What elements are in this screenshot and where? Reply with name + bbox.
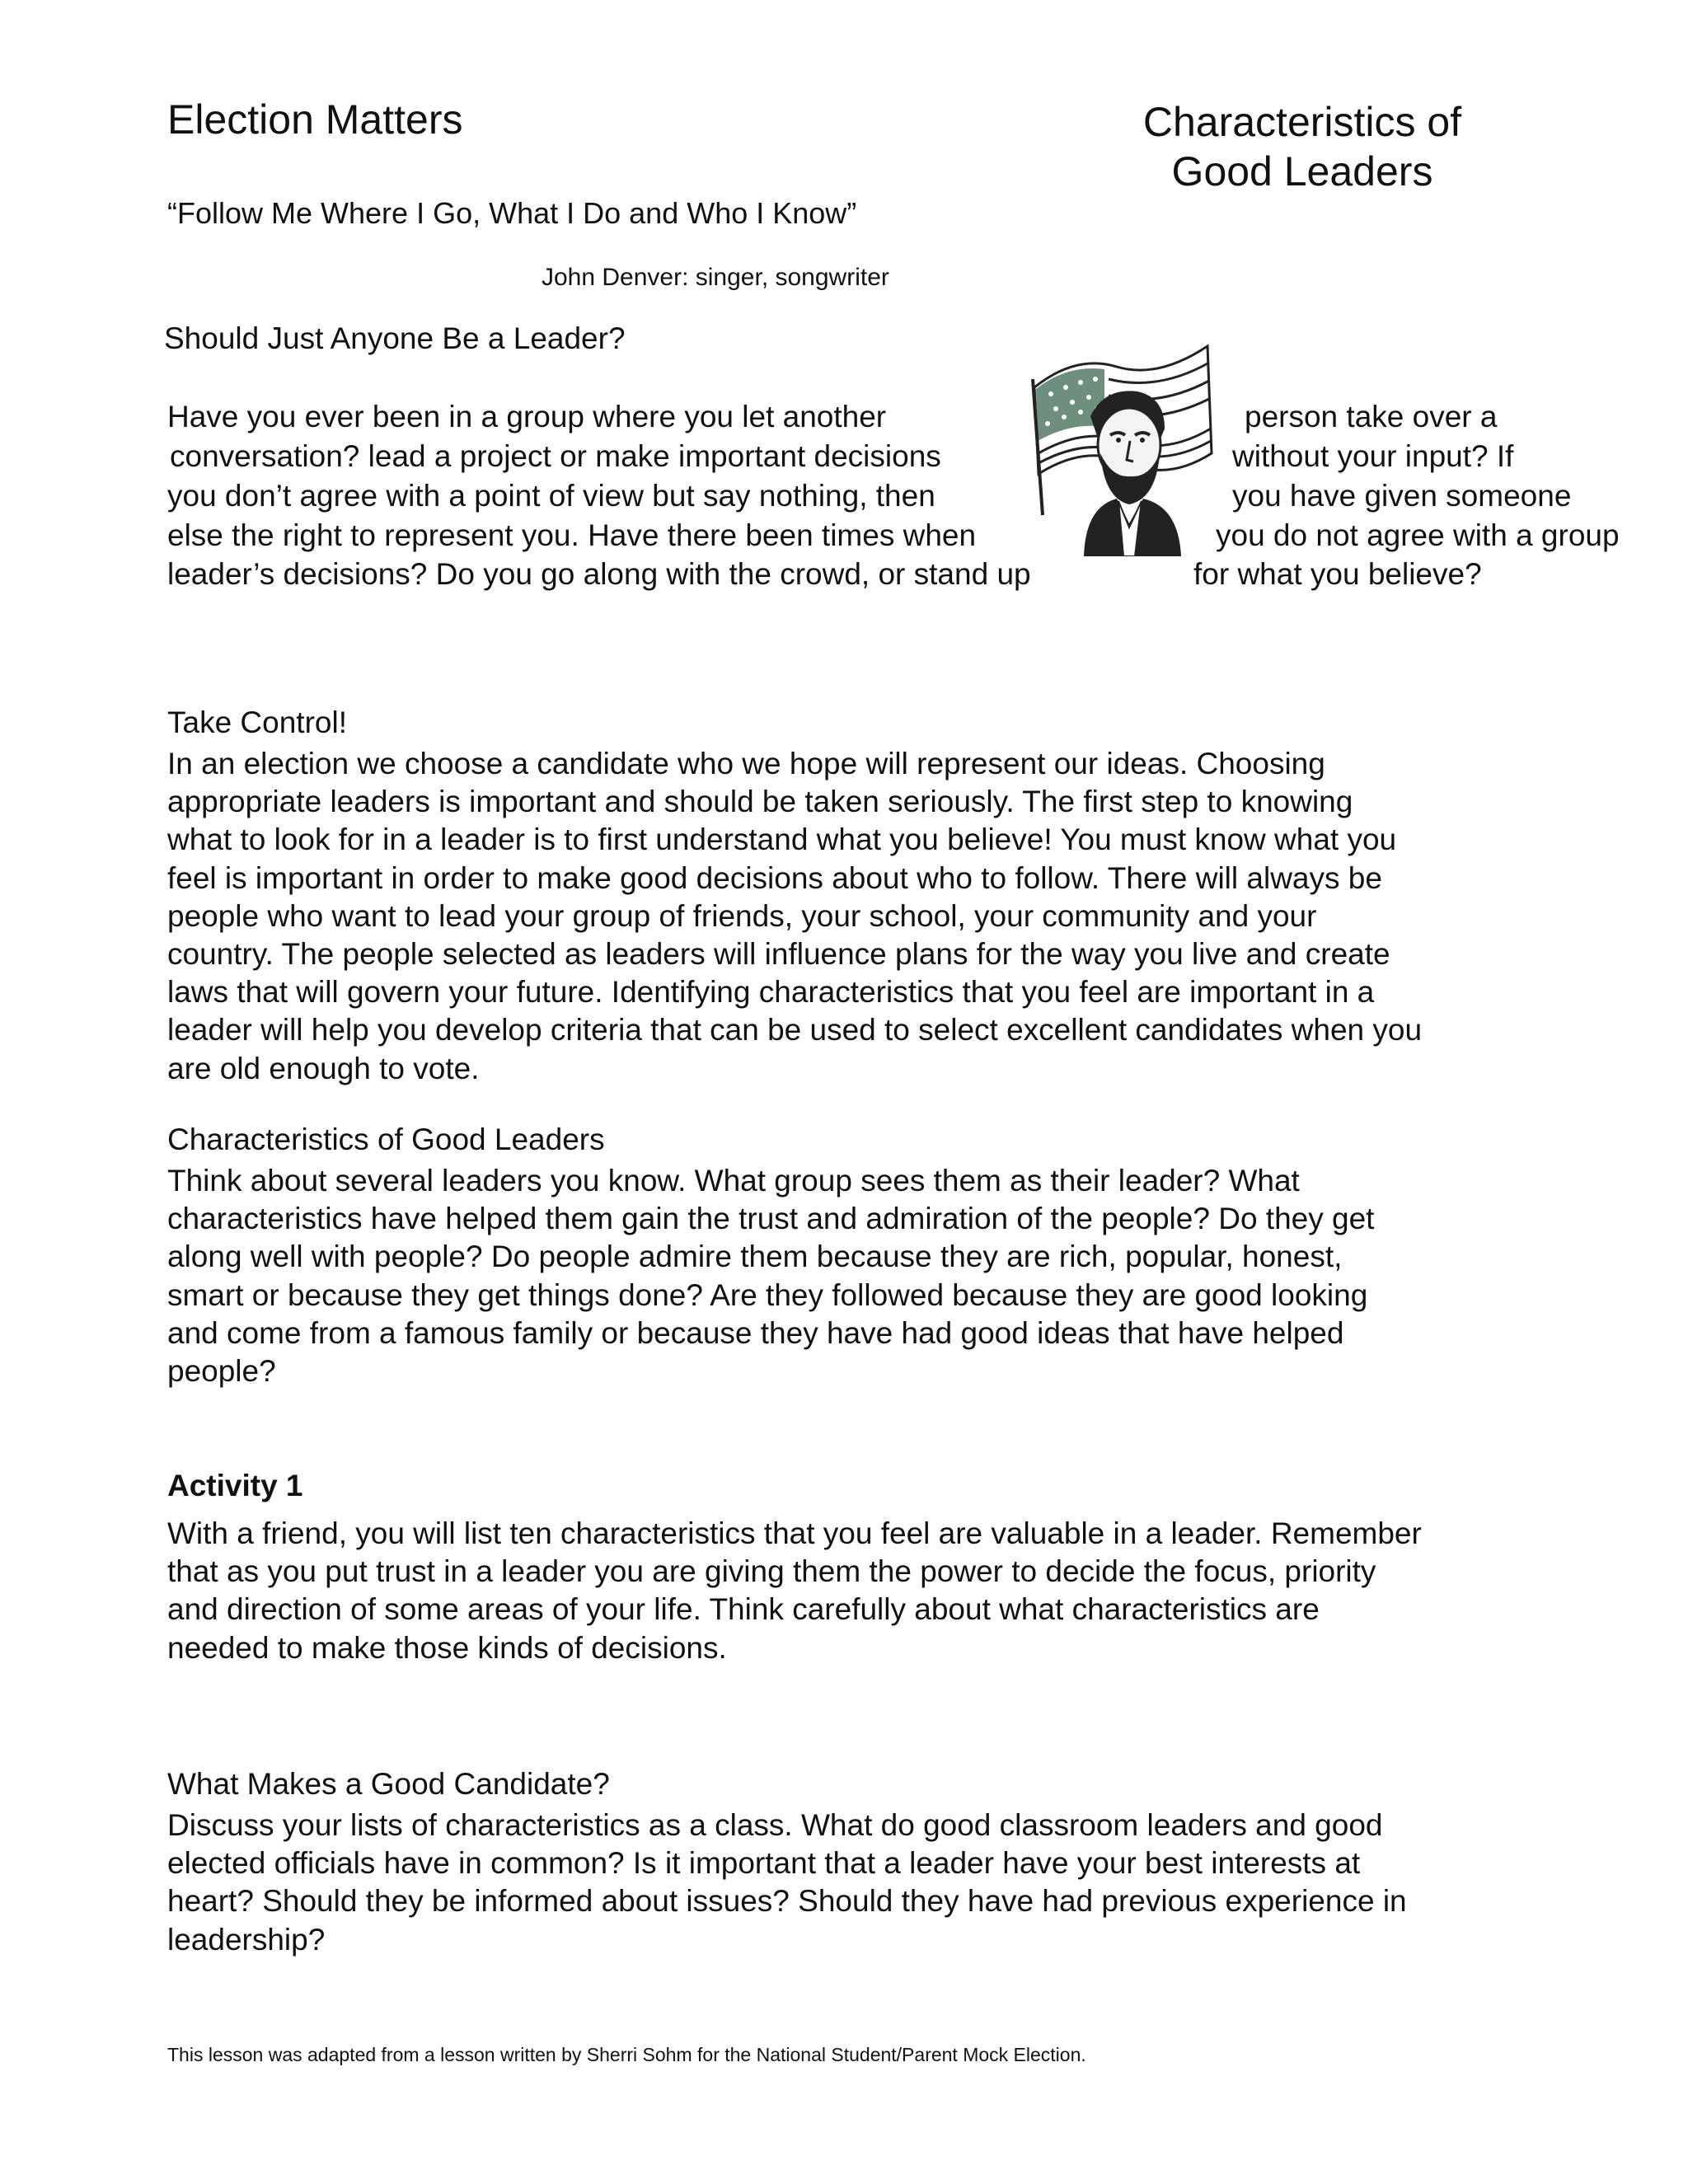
quote-text: “Follow Me Where I Go, What I Do and Who I Know” bbox=[167, 196, 857, 230]
paragraph-line: smart or because they get things done? Are they followed because they are good looking bbox=[167, 1277, 1368, 1312]
wrap-line-left: else the right to represent you. Have there been times when bbox=[167, 518, 977, 552]
wrap-line-left: leader’s decisions? Do you go along with the crowd, or stand up bbox=[167, 557, 1031, 591]
paragraph-line: that as you put trust in a leader you are giving them the power to decide the focus, priority bbox=[167, 1554, 1376, 1589]
paragraph-line: In an election we choose a candidate who we hope will represent our ideas. Choosing bbox=[167, 747, 1325, 780]
paragraph-line: are old enough to vote. bbox=[167, 1051, 480, 1085]
paragraph-line: Think about several leaders you know. What group sees them as their leader? What bbox=[167, 1164, 1300, 1197]
characteristics-paragraph bbox=[167, 1162, 1494, 1390]
wrap-line-left: you don’t agree with a point of view but say nothing, then bbox=[167, 479, 935, 513]
paragraph-line: appropriate leaders is important and should be taken seriously. The first step to knowing bbox=[167, 785, 1353, 819]
subtitle-line-2: Good Leaders bbox=[1171, 148, 1433, 194]
paragraph-line: leadership? bbox=[167, 1922, 326, 1957]
take-control-paragraph bbox=[167, 745, 1503, 1088]
wrap-line-left: Have you ever been in a group where you let another bbox=[167, 400, 887, 434]
paragraph-line: needed to make those kinds of decisions. bbox=[167, 1630, 727, 1665]
paragraph-line: and come from a famous family or because they have had good ideas that have helped bbox=[167, 1315, 1344, 1350]
paragraph-line: characteristics have helped them gain the trust and admiration of the people? Do they get bbox=[167, 1202, 1375, 1236]
paragraph-line: leader will help you develop criteria that can be used to select excellent candidates when you bbox=[167, 1013, 1423, 1047]
paragraph-line: country. The people selected as leaders will influence plans for the way you live and create bbox=[167, 937, 1390, 972]
paragraph-line: feel is important in order to make good decisions about who to follow. There will always be bbox=[167, 860, 1382, 895]
subtitle-line-1: Characteristics of bbox=[1142, 99, 1462, 145]
wrap-line-right: without your input? If bbox=[1232, 439, 1514, 473]
section-heading-candidate: What Makes a Good Candidate? bbox=[167, 1767, 610, 1801]
paragraph-line: people? bbox=[167, 1354, 276, 1389]
paragraph-line: elected officials have in common? Is it important that a leader have your best interests at bbox=[167, 1846, 1361, 1881]
lincoln-flag-illustration-icon bbox=[1026, 330, 1216, 556]
paragraph-line: what to look for in a leader is to first understand what you believe! You must know what you bbox=[167, 823, 1397, 857]
paragraph-line: along well with people? Do people admire them because they are rich, popular, honest, bbox=[167, 1240, 1343, 1274]
paragraph-line: laws that will govern your future. Identifying characteristics that you feel are important in a bbox=[167, 975, 1375, 1010]
paragraph-line: With a friend, you will list ten characteristics that you feel are valuable in a leader. Remember bbox=[167, 1516, 1422, 1550]
wrap-line-right: for what you believe? bbox=[1193, 557, 1482, 591]
paragraph-line: heart? Should they be informed about issues? Should they have had previous experience in bbox=[167, 1884, 1407, 1919]
page-title: Election Matters bbox=[167, 96, 463, 143]
wrap-line-left: conversation? lead a project or make important decisions bbox=[170, 439, 941, 473]
section-heading-take-control: Take Control! bbox=[167, 705, 347, 739]
wrap-line-right: you do not agree with a group bbox=[1216, 518, 1620, 552]
activity-paragraph bbox=[167, 1515, 1507, 1667]
paragraph-line: Discuss your lists of characteristics as a class. What do good classroom leaders and good bbox=[167, 1808, 1383, 1842]
paragraph-line: and direction of some areas of your life. Think carefully about what characteristics are bbox=[167, 1592, 1320, 1627]
quote-attribution: John Denver: singer, songwriter bbox=[542, 264, 889, 291]
section-heading-should: Should Just Anyone Be a Leader? bbox=[164, 321, 626, 355]
section-heading-activity: Activity 1 bbox=[167, 1469, 303, 1502]
footer-credit: This lesson was adapted from a lesson written by Sherri Sohm for the National Student/Parent Mock Election. bbox=[167, 2044, 1086, 2065]
page-subtitle bbox=[1071, 97, 1533, 196]
section-heading-characteristics: Characteristics of Good Leaders bbox=[167, 1122, 605, 1156]
paragraph-line: people who want to lead your group of friends, your school, your community and your bbox=[167, 898, 1317, 933]
candidate-paragraph bbox=[167, 1807, 1507, 1959]
wrap-line-right: you have given someone bbox=[1232, 479, 1572, 513]
wrap-line-right: person take over a bbox=[1245, 400, 1498, 434]
